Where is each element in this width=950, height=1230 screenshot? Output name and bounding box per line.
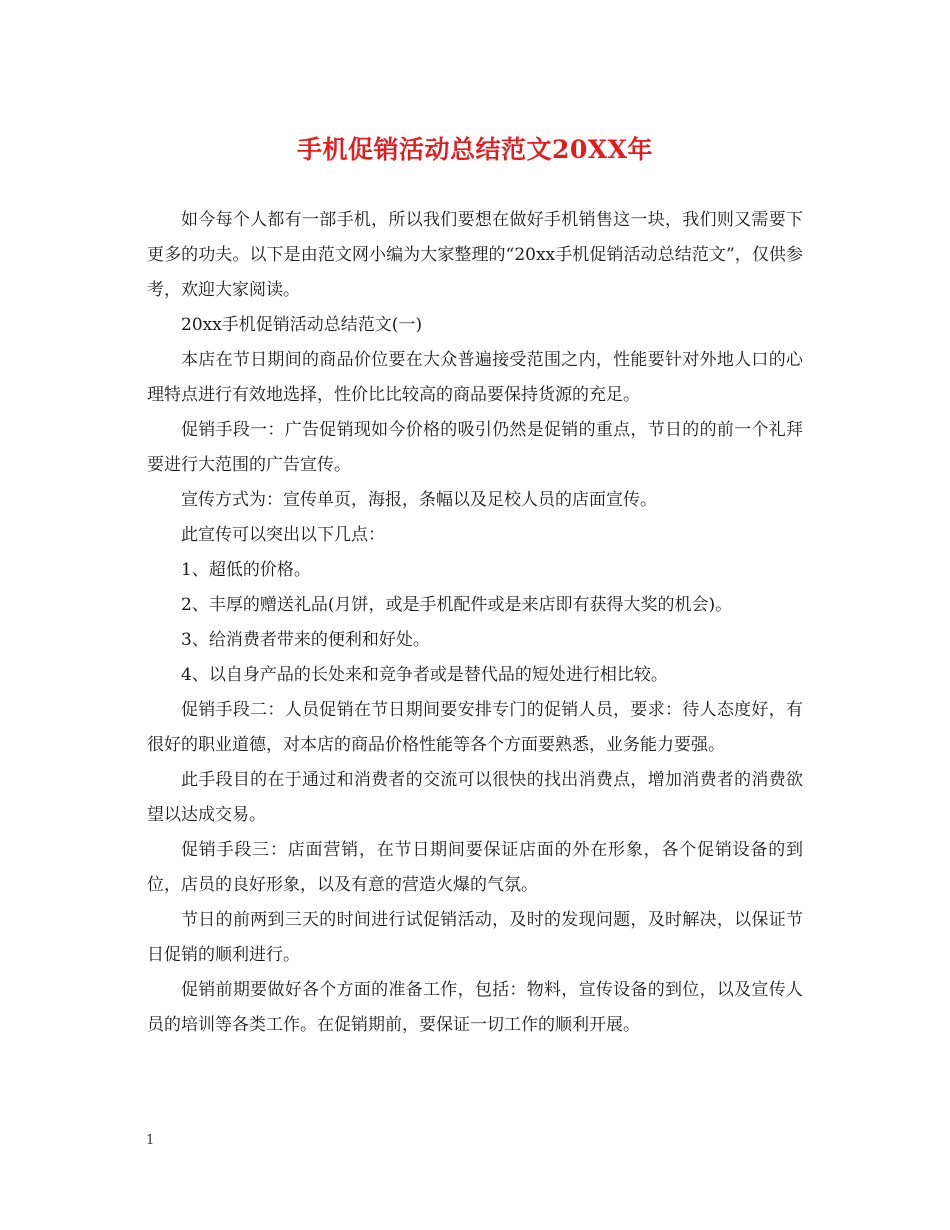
list-item-3: 3、给消费者带来的便利和好处。 bbox=[181, 630, 430, 650]
document-title: 手机促销活动总结范文20XX年 bbox=[296, 135, 654, 164]
paragraph-publicity-points: 此宣传可以突出以下几点： bbox=[181, 525, 385, 545]
paragraph-section-heading: 20xx手机促销活动总结范文(一) bbox=[181, 315, 423, 335]
paragraph-intro: 如今每个人都有一部手机，所以我们要想在做好手机销售这一块，我们则又需要下更多的功夫。以下是由范文网小编为大家整理的“20xx手机促销活动总结范文”，仅供参考，欢迎大家阅读。 bbox=[147, 210, 803, 300]
page-number: 1 bbox=[146, 1133, 155, 1148]
paragraph-promo-method-3: 促销手段三：店面营销，在节日期间要保证店面的外在形象，各个促销设备的到位，店员的良好形象，以及有意的营造火爆的气氛。 bbox=[147, 840, 803, 895]
list-item-2: 2、丰厚的赠送礼品(月饼，或是手机配件或是来店即有获得大奖的机会)。 bbox=[181, 595, 733, 615]
paragraph-method-2-purpose: 此手段目的在于通过和消费者的交流可以很快的找出消费点，增加消费者的消费欲望以达成交易。 bbox=[147, 770, 803, 825]
paragraph-promo-method-2: 促销手段二：人员促销在节日期间要安排专门的促销人员，要求：待人态度好，有很好的职业道德，对本店的商品价格性能等各个方面要熟悉，业务能力要强。 bbox=[147, 700, 803, 755]
paragraph-trial-promotion: 节日的前两到三天的时间进行试促销活动，及时的发现问题，及时解决，以保证节日促销的顺利进行。 bbox=[147, 910, 803, 965]
list-item-1: 1、超低的价格。 bbox=[181, 560, 311, 580]
paragraph-pricing: 本店在节日期间的商品价位要在大众普遍接受范围之内，性能要针对外地人口的心理特点进行有效地选择，性价比比较高的商品要保持货源的充足。 bbox=[147, 350, 803, 405]
list-item-4: 4、以自身产品的长处来和竞争者或是替代品的短处进行相比较。 bbox=[181, 665, 668, 685]
paragraph-promo-method-1: 促销手段一：广告促销现如今价格的吸引仍然是促销的重点，节日的的前一个礼拜要进行大范围的广告宣传。 bbox=[147, 420, 803, 475]
document-body bbox=[147, 203, 803, 1043]
paragraph-preparation: 促销前期要做好各个方面的准备工作，包括：物料，宣传设备的到位，以及宣传人员的培训等各类工作。在促销期前，要保证一切工作的顺利开展。 bbox=[147, 980, 803, 1035]
paragraph-publicity-methods: 宣传方式为：宣传单页，海报，条幅以及足校人员的店面宣传。 bbox=[181, 490, 657, 510]
